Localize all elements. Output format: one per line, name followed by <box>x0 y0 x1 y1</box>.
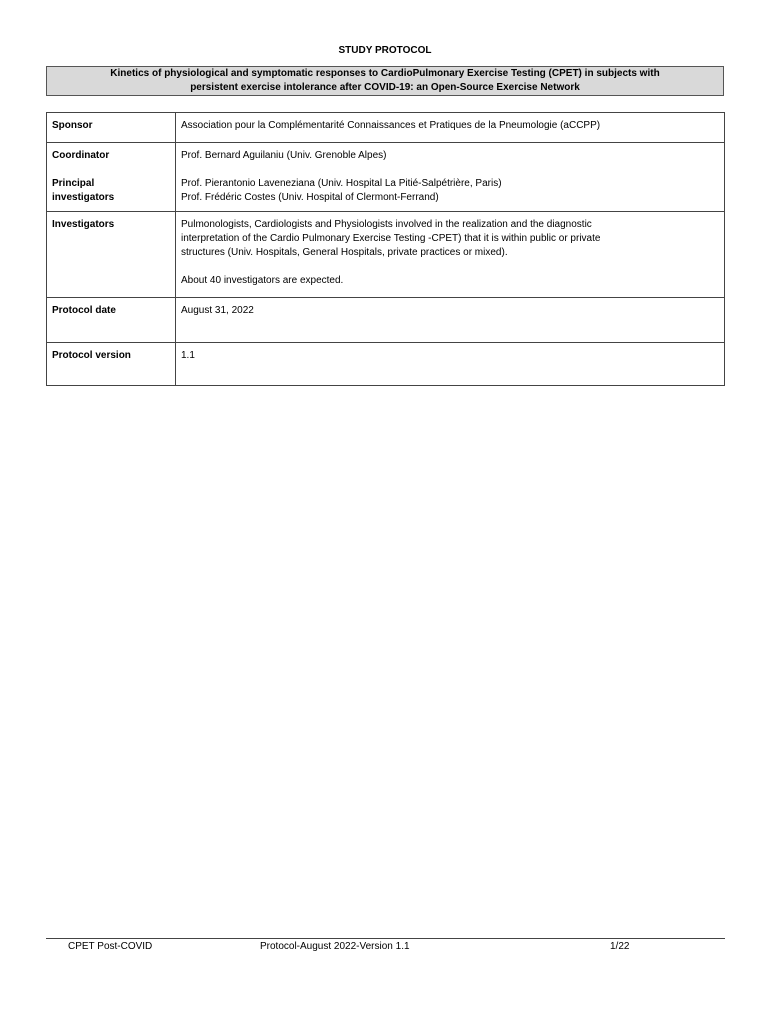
coordinator-principal-label-cell <box>47 143 176 212</box>
investigators-line-2: interpretation of the Cardio Pulmonary Exercise Testing -CPET) that it is within public or private <box>181 233 601 244</box>
principal-value-line-1: Prof. Pierantonio Laveneziana (Univ. Hospital La Pitié-Salpétrière, Paris) <box>181 178 502 189</box>
protocol-version-label: Protocol version <box>47 343 176 386</box>
row-investigators <box>47 212 725 298</box>
protocol-title-box <box>46 66 724 96</box>
document-heading: STUDY PROTOCOL <box>338 45 432 56</box>
coordinator-label: Coordinator <box>52 150 110 161</box>
protocol-date-label: Protocol date <box>47 298 176 343</box>
sponsor-label: Sponsor <box>47 113 176 143</box>
protocol-title-line-2: persistent exercise intolerance after COVID-19: an Open-Source Exercise Network <box>190 82 580 93</box>
protocol-info-table <box>46 112 725 386</box>
protocol-version-value: 1.1 <box>176 343 725 386</box>
investigators-label: Investigators <box>47 212 176 298</box>
investigators-line-3: structures (Univ. Hospitals, General Hospitals, private practices or mixed). <box>181 247 508 258</box>
sponsor-value: Association pour la Complémentarité Connaissances et Pratiques de la Pneumologie (aCCPP) <box>176 113 725 143</box>
row-protocol-date <box>47 298 725 343</box>
protocol-date-value: August 31, 2022 <box>176 298 725 343</box>
principal-label-line-2: investigators <box>52 192 115 203</box>
investigators-line-4: About 40 investigators are expected. <box>181 275 344 286</box>
footer-left-text: CPET Post-COVID <box>68 941 153 952</box>
investigators-value-cell <box>176 212 725 298</box>
footer-page-number: 1/22 <box>610 941 630 952</box>
coordinator-value: Prof. Bernard Aguilaniu (Univ. Grenoble Alpes) <box>181 150 387 161</box>
row-protocol-version <box>47 343 725 386</box>
footer-divider <box>46 938 725 939</box>
row-coordinator-principal <box>47 143 725 212</box>
coordinator-principal-value-cell <box>176 143 725 212</box>
principal-value-line-2: Prof. Frédéric Costes (Univ. Hospital of Clermont-Ferrand) <box>181 192 439 203</box>
footer-center-text: Protocol-August 2022-Version 1.1 <box>260 941 410 952</box>
protocol-title-line-1: Kinetics of physiological and symptomatic responses to CardioPulmonary Exercise Testing (CPET) in subjects with <box>110 68 660 79</box>
principal-label-line-1: Principal <box>52 178 95 189</box>
investigators-line-1: Pulmonologists, Cardiologists and Physiologists involved in the realization and the diagnostic <box>181 219 592 230</box>
row-sponsor <box>47 113 725 143</box>
